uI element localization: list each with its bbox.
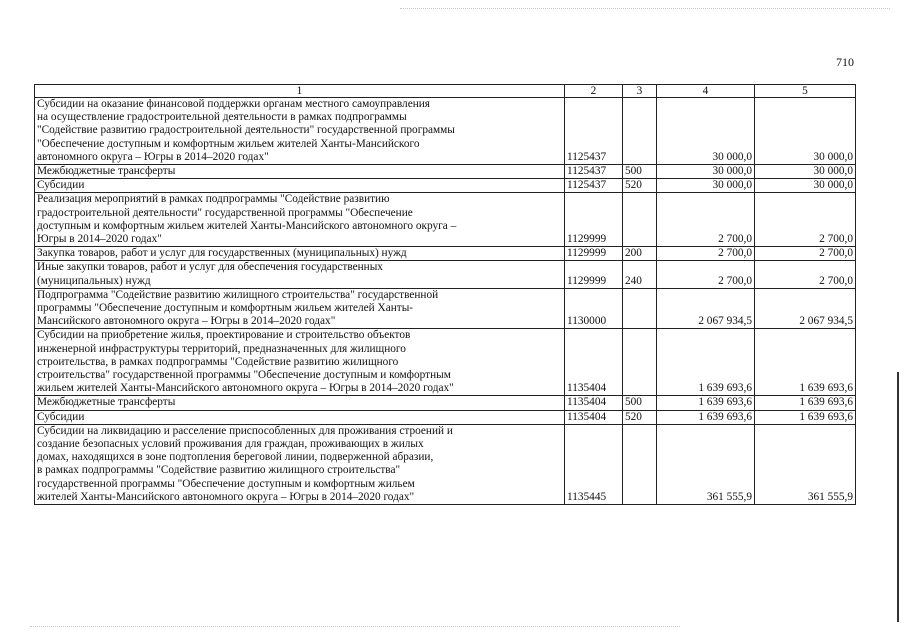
table-row [35, 98, 856, 165]
row-name-line: на осуществление градостроительной деятельности в рамках подпрограммы [37, 111, 407, 124]
row-value-col5: 2 700,0 [755, 261, 856, 288]
row-code-cell: 1135404 [565, 396, 623, 410]
row-name-cell [35, 247, 565, 261]
table-row [35, 165, 856, 179]
row-value-col5: 2 700,0 [755, 193, 856, 247]
row-type-cell [623, 288, 657, 329]
row-name-line: инженерной инфраструктуры территорий, предназначенных для жилищного [37, 342, 406, 355]
row-name-line: Мансийского автономного округа – Югры в 2014–2020 годах" [37, 315, 336, 328]
row-value-col5: 30 000,0 [755, 98, 856, 165]
row-code-cell: 1125437 [565, 165, 623, 179]
row-name-line: Подпрограмма "Содействие развитию жилищного строительства" государственной [37, 288, 439, 301]
row-name-cell [35, 261, 565, 288]
row-name-line: Закупка товаров, работ и услуг для государственных (муниципальных) нужд [37, 247, 407, 260]
row-code-cell: 1130000 [565, 288, 623, 329]
row-value-col5: 30 000,0 [755, 165, 856, 179]
row-name-line: Субсидии [37, 179, 85, 192]
row-name-line: Иные закупки товаров, работ и услуг для обеспечения государственных [37, 261, 383, 274]
row-value-col4: 1 639 693,6 [657, 396, 755, 410]
row-name-cell [35, 193, 565, 247]
row-value-col4: 30 000,0 [657, 179, 755, 193]
row-name-cell [35, 165, 565, 179]
row-value-col5: 1 639 693,6 [755, 410, 856, 424]
row-name-line: автономного округа – Югры в 2014–2020 годах" [37, 150, 269, 163]
row-code-cell: 1135445 [565, 424, 623, 504]
row-name-line: доступным и комфортным жильем жителей Ханты-Мансийского автономного округа – [37, 219, 457, 232]
table-body [35, 98, 856, 505]
row-name-cell [35, 396, 565, 410]
table-row [35, 193, 856, 247]
row-name-line: Субсидии на оказание финансовой поддержки органам местного самоуправления [37, 98, 430, 110]
row-code-cell: 1135404 [565, 329, 623, 396]
row-value-col4: 2 700,0 [657, 261, 755, 288]
row-value-col5: 30 000,0 [755, 179, 856, 193]
row-name-line: жильем жителей Ханты-Мансийского автономного округа – Югры в 2014–2020 годах" [37, 382, 454, 395]
row-value-col5: 361 555,9 [755, 424, 856, 504]
row-name-line: Субсидии [37, 410, 85, 423]
table-header-row [35, 85, 856, 98]
row-value-col5: 2 067 934,5 [755, 288, 856, 329]
row-name-cell [35, 424, 565, 504]
row-value-col4: 2 700,0 [657, 247, 755, 261]
row-value-col4: 361 555,9 [657, 424, 755, 504]
row-name-line: Югры в 2014–2020 годах" [37, 233, 162, 246]
row-name-cell [35, 410, 565, 424]
column-header-5: 5 [755, 85, 856, 98]
row-name-line: в рамках подпрограммы "Содействие развитию жилищного строительства" [37, 464, 401, 477]
row-code-cell: 1129999 [565, 261, 623, 288]
row-value-col4: 1 639 693,6 [657, 410, 755, 424]
row-name-line: Субсидии на ликвидацию и расселение приспособленных для проживания строений и [37, 424, 453, 437]
row-code-cell: 1135404 [565, 410, 623, 424]
budget-table [34, 84, 856, 505]
row-name-cell [35, 179, 565, 193]
row-type-cell: 520 [623, 410, 657, 424]
row-name-line: "Содействие развитию градостроительной деятельности" государственной программы [37, 124, 455, 137]
row-value-col4: 30 000,0 [657, 165, 755, 179]
scan-noise-bottom [30, 626, 680, 629]
row-code-cell: 1129999 [565, 193, 623, 247]
row-code-cell: 1125437 [565, 179, 623, 193]
row-type-cell: 520 [623, 179, 657, 193]
row-type-cell: 500 [623, 396, 657, 410]
row-value-col5: 1 639 693,6 [755, 396, 856, 410]
row-name-line: жителей Ханты-Мансийского автономного округа – Югры в 2014–2020 годах" [37, 490, 415, 503]
row-type-cell [623, 329, 657, 396]
column-header-1: 1 [35, 85, 565, 98]
row-name-line: Межбюджетные трансферты [37, 165, 176, 178]
row-name-cell [35, 329, 565, 396]
table-row [35, 396, 856, 410]
row-name-line: Межбюджетные трансферты [37, 396, 176, 409]
table-row [35, 410, 856, 424]
table-row [35, 288, 856, 329]
row-value-col4: 30 000,0 [657, 98, 755, 165]
column-header-3: 3 [623, 85, 657, 98]
row-value-col4: 2 067 934,5 [657, 288, 755, 329]
table-row [35, 261, 856, 288]
row-code-cell: 1125437 [565, 98, 623, 165]
table-row [35, 424, 856, 504]
row-name-line: Реализация мероприятий в рамках подпрограммы "Содействие развитию [37, 193, 390, 206]
row-name-line: строительства" государственной программы "Обеспечение доступным и комфортным [37, 369, 451, 382]
scan-page-edge [897, 372, 899, 622]
row-name-line: "Обеспечение доступным и комфортным жильем жителей Ханты-Мансийского [37, 137, 420, 150]
row-value-col4: 2 700,0 [657, 193, 755, 247]
row-name-line: (муниципальных) нужд [37, 274, 151, 287]
row-name-line: строительства, в рамках подпрограммы "Содействие развитию жилищного [37, 355, 399, 368]
table-row [35, 247, 856, 261]
row-type-cell [623, 98, 657, 165]
table-row [35, 329, 856, 396]
row-name-cell [35, 98, 565, 165]
row-value-col5: 2 700,0 [755, 247, 856, 261]
row-type-cell: 200 [623, 247, 657, 261]
row-value-col5: 1 639 693,6 [755, 329, 856, 396]
row-type-cell: 500 [623, 165, 657, 179]
page-number: 710 [836, 55, 854, 69]
row-name-line: Субсидии на приобретение жилья, проектирование и строительство объектов [37, 329, 411, 342]
row-name-line: программы "Обеспечение доступным и комфортным жильем жителей Ханты- [37, 302, 414, 315]
row-type-cell [623, 193, 657, 247]
row-name-line: домах, находящихся в зоне подтопления береговой линии, подверженной абразии, [37, 451, 434, 464]
row-value-col4: 1 639 693,6 [657, 329, 755, 396]
row-name-line: градостроительной деятельности" государственной программы "Обеспечение [37, 206, 413, 219]
table-row [35, 179, 856, 193]
scan-noise-top [400, 8, 890, 11]
row-type-cell: 240 [623, 261, 657, 288]
row-name-line: создание безопасных условий проживания для граждан, проживающих в жилых [37, 438, 424, 451]
row-name-line: государственной программы "Обеспечение доступным и комфортным жильем [37, 477, 415, 490]
row-code-cell: 1129999 [565, 247, 623, 261]
column-header-2: 2 [565, 85, 623, 98]
row-name-cell [35, 288, 565, 329]
column-header-4: 4 [657, 85, 755, 98]
row-type-cell [623, 424, 657, 504]
